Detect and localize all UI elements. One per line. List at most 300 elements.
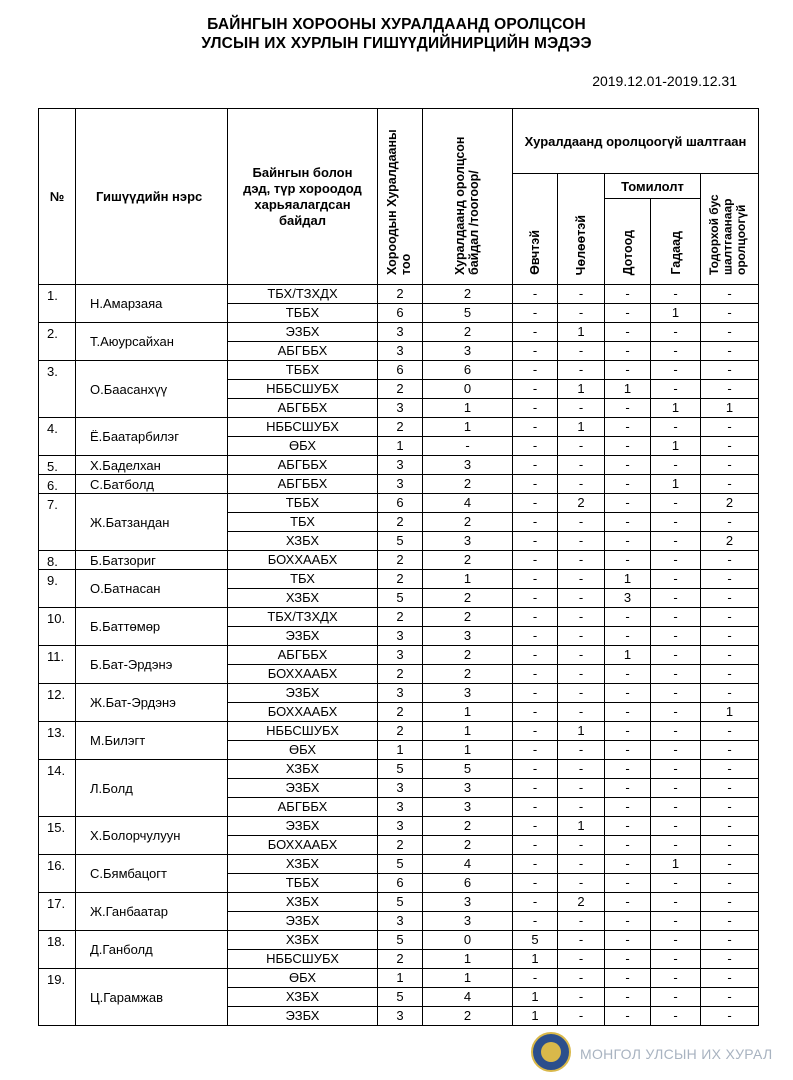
cell-leave: - bbox=[558, 912, 605, 931]
column-header-num: № bbox=[39, 109, 76, 285]
cell-unexcused: - bbox=[701, 456, 759, 475]
cell-unexcused: - bbox=[701, 722, 759, 741]
cell-attended: 1 bbox=[423, 950, 513, 969]
cell-unexcused: - bbox=[701, 342, 759, 361]
table-row bbox=[39, 969, 759, 988]
cell-sick: - bbox=[513, 760, 558, 779]
cell-attended: 2 bbox=[423, 513, 513, 532]
cell-unexcused: - bbox=[701, 665, 759, 684]
cell-leave: - bbox=[558, 304, 605, 323]
member-name: Ц.Гарамжав bbox=[76, 969, 228, 1026]
document-title-line2: УЛСЫН ИХ ХУРЛЫН ГИШҮҮДИЙНИРЦИЙН МЭДЭЭ bbox=[201, 35, 592, 52]
column-header-leave bbox=[558, 174, 605, 285]
cell-meetings: 5 bbox=[378, 855, 423, 874]
cell-domestic: - bbox=[605, 494, 651, 513]
cell-attended: 1 bbox=[423, 703, 513, 722]
cell-attended: 3 bbox=[423, 684, 513, 703]
member-name: Н.Амарзаяа bbox=[76, 285, 228, 323]
cell-committee: АБГББХ bbox=[228, 475, 378, 494]
attendance-table bbox=[38, 108, 759, 1026]
cell-attended: 6 bbox=[423, 361, 513, 380]
cell-leave: - bbox=[558, 646, 605, 665]
cell-attended: 4 bbox=[423, 494, 513, 513]
row-number: 11. bbox=[39, 646, 76, 684]
cell-meetings: 2 bbox=[378, 380, 423, 399]
cell-domestic: - bbox=[605, 361, 651, 380]
cell-leave: - bbox=[558, 627, 605, 646]
cell-unexcused: - bbox=[701, 570, 759, 589]
cell-meetings: 3 bbox=[378, 646, 423, 665]
row-number: 1. bbox=[39, 285, 76, 323]
cell-attended: 4 bbox=[423, 988, 513, 1007]
cell-attended: 4 bbox=[423, 855, 513, 874]
cell-abroad: - bbox=[651, 950, 701, 969]
row-number: 13. bbox=[39, 722, 76, 760]
cell-leave: - bbox=[558, 399, 605, 418]
row-number: 10. bbox=[39, 608, 76, 646]
cell-meetings: 2 bbox=[378, 665, 423, 684]
cell-domestic: - bbox=[605, 779, 651, 798]
cell-meetings: 6 bbox=[378, 304, 423, 323]
cell-domestic: - bbox=[605, 456, 651, 475]
cell-meetings: 5 bbox=[378, 988, 423, 1007]
cell-attended: 3 bbox=[423, 456, 513, 475]
cell-domestic: - bbox=[605, 323, 651, 342]
cell-sick: 1 bbox=[513, 1007, 558, 1026]
cell-sick: - bbox=[513, 817, 558, 836]
cell-unexcused: - bbox=[701, 646, 759, 665]
cell-committee: АБГББХ bbox=[228, 342, 378, 361]
cell-meetings: 2 bbox=[378, 950, 423, 969]
cell-meetings: 6 bbox=[378, 874, 423, 893]
cell-attended: 2 bbox=[423, 608, 513, 627]
cell-unexcused: - bbox=[701, 684, 759, 703]
cell-unexcused: - bbox=[701, 437, 759, 456]
cell-domestic: - bbox=[605, 855, 651, 874]
member-name: Ё.Баатарбилэг bbox=[76, 418, 228, 456]
cell-abroad: - bbox=[651, 760, 701, 779]
cell-attended: 3 bbox=[423, 532, 513, 551]
cell-committee: ХЗБХ bbox=[228, 855, 378, 874]
cell-sick: - bbox=[513, 969, 558, 988]
cell-domestic: 1 bbox=[605, 380, 651, 399]
cell-committee: БОХХААБХ bbox=[228, 665, 378, 684]
cell-meetings: 2 bbox=[378, 513, 423, 532]
cell-abroad: - bbox=[651, 836, 701, 855]
cell-committee: АБГББХ bbox=[228, 399, 378, 418]
cell-attended: 1 bbox=[423, 969, 513, 988]
cell-abroad: - bbox=[651, 608, 701, 627]
cell-abroad: 1 bbox=[651, 437, 701, 456]
cell-domestic: - bbox=[605, 1007, 651, 1026]
cell-leave: - bbox=[558, 551, 605, 570]
cell-attended: 0 bbox=[423, 931, 513, 950]
cell-meetings: 5 bbox=[378, 589, 423, 608]
cell-attended: 1 bbox=[423, 418, 513, 437]
cell-domestic: - bbox=[605, 551, 651, 570]
row-number: 7. bbox=[39, 494, 76, 551]
column-header-meetings-count-label: Хороодын Хуралдааны тоо bbox=[385, 129, 413, 275]
cell-unexcused: - bbox=[701, 760, 759, 779]
cell-committee: ЭЗБХ bbox=[228, 323, 378, 342]
member-name: О.Баасанхүү bbox=[76, 361, 228, 418]
cell-unexcused: - bbox=[701, 988, 759, 1007]
cell-leave: - bbox=[558, 285, 605, 304]
cell-unexcused: - bbox=[701, 969, 759, 988]
table-row bbox=[39, 456, 759, 475]
cell-meetings: 3 bbox=[378, 323, 423, 342]
cell-meetings: 2 bbox=[378, 285, 423, 304]
column-header-member: Гишүүдийн нэрс bbox=[76, 109, 228, 285]
cell-sick: 1 bbox=[513, 950, 558, 969]
cell-sick: - bbox=[513, 437, 558, 456]
cell-meetings: 3 bbox=[378, 817, 423, 836]
cell-leave: - bbox=[558, 760, 605, 779]
cell-leave: - bbox=[558, 950, 605, 969]
cell-abroad: - bbox=[651, 741, 701, 760]
cell-domestic: - bbox=[605, 969, 651, 988]
row-number: 4. bbox=[39, 418, 76, 456]
cell-committee: ТББХ bbox=[228, 361, 378, 380]
cell-leave: 1 bbox=[558, 380, 605, 399]
table-row bbox=[39, 418, 759, 437]
cell-meetings: 3 bbox=[378, 779, 423, 798]
cell-abroad: - bbox=[651, 532, 701, 551]
cell-abroad: - bbox=[651, 703, 701, 722]
cell-leave: - bbox=[558, 969, 605, 988]
cell-unexcused: 2 bbox=[701, 494, 759, 513]
attendance-table-body bbox=[39, 285, 759, 1026]
cell-domestic: 1 bbox=[605, 570, 651, 589]
cell-committee: ЭЗБХ bbox=[228, 817, 378, 836]
cell-sick: - bbox=[513, 418, 558, 437]
member-name: Б.Батзориг bbox=[76, 551, 228, 570]
cell-abroad: - bbox=[651, 494, 701, 513]
cell-sick: - bbox=[513, 684, 558, 703]
cell-abroad: - bbox=[651, 722, 701, 741]
cell-meetings: 5 bbox=[378, 893, 423, 912]
cell-meetings: 3 bbox=[378, 342, 423, 361]
row-number: 5. bbox=[39, 456, 76, 475]
cell-attended: 2 bbox=[423, 836, 513, 855]
cell-unexcused: - bbox=[701, 361, 759, 380]
cell-domestic: - bbox=[605, 741, 651, 760]
row-number: 8. bbox=[39, 551, 76, 570]
cell-sick: - bbox=[513, 722, 558, 741]
date-range: 2019.12.01-2019.12.31 bbox=[592, 73, 737, 89]
cell-meetings: 3 bbox=[378, 475, 423, 494]
cell-leave: 2 bbox=[558, 893, 605, 912]
cell-sick: - bbox=[513, 646, 558, 665]
table-row bbox=[39, 494, 759, 513]
column-header-committee bbox=[228, 109, 378, 285]
cell-leave: 1 bbox=[558, 817, 605, 836]
column-header-absence-reasons: Хуралдаанд оролцоогүй шалтгаан bbox=[513, 109, 759, 174]
cell-abroad: - bbox=[651, 798, 701, 817]
cell-attended: 2 bbox=[423, 475, 513, 494]
cell-attended: 6 bbox=[423, 874, 513, 893]
column-header-leave-label: Чөлөөтэй bbox=[574, 214, 588, 275]
column-header-domestic bbox=[605, 199, 651, 285]
cell-unexcused: - bbox=[701, 817, 759, 836]
cell-meetings: 2 bbox=[378, 836, 423, 855]
row-number: 15. bbox=[39, 817, 76, 855]
cell-domestic: - bbox=[605, 893, 651, 912]
cell-meetings: 3 bbox=[378, 912, 423, 931]
column-header-abroad-label: Гадаад bbox=[668, 231, 683, 275]
member-name: О.Батнасан bbox=[76, 570, 228, 608]
cell-leave: - bbox=[558, 532, 605, 551]
cell-unexcused: - bbox=[701, 475, 759, 494]
cell-committee: НББСШУБХ bbox=[228, 380, 378, 399]
row-number: 3. bbox=[39, 361, 76, 418]
member-name: С.Бямбацогт bbox=[76, 855, 228, 893]
cell-attended: 1 bbox=[423, 570, 513, 589]
cell-unexcused: - bbox=[701, 798, 759, 817]
cell-abroad: - bbox=[651, 893, 701, 912]
member-name: М.Билэгт bbox=[76, 722, 228, 760]
cell-committee: ХЗБХ bbox=[228, 893, 378, 912]
cell-sick: - bbox=[513, 380, 558, 399]
cell-meetings: 2 bbox=[378, 722, 423, 741]
cell-leave: - bbox=[558, 475, 605, 494]
cell-unexcused: - bbox=[701, 627, 759, 646]
cell-attended: 2 bbox=[423, 1007, 513, 1026]
cell-meetings: 1 bbox=[378, 741, 423, 760]
cell-unexcused: - bbox=[701, 1007, 759, 1026]
cell-leave: - bbox=[558, 741, 605, 760]
cell-domestic: - bbox=[605, 988, 651, 1007]
cell-unexcused: - bbox=[701, 912, 759, 931]
cell-meetings: 2 bbox=[378, 703, 423, 722]
cell-meetings: 3 bbox=[378, 1007, 423, 1026]
cell-committee: ТББХ bbox=[228, 494, 378, 513]
member-name: Б.Бат-Эрдэнэ bbox=[76, 646, 228, 684]
cell-leave: - bbox=[558, 608, 605, 627]
cell-domestic: - bbox=[605, 513, 651, 532]
cell-meetings: 5 bbox=[378, 931, 423, 950]
cell-sick: - bbox=[513, 798, 558, 817]
cell-abroad: - bbox=[651, 988, 701, 1007]
column-header-abroad bbox=[651, 199, 701, 285]
cell-committee: ХЗБХ bbox=[228, 589, 378, 608]
cell-abroad: 1 bbox=[651, 399, 701, 418]
cell-attended: 3 bbox=[423, 798, 513, 817]
cell-abroad: - bbox=[651, 323, 701, 342]
cell-committee: БОХХААБХ bbox=[228, 836, 378, 855]
row-number: 14. bbox=[39, 760, 76, 817]
table-row bbox=[39, 475, 759, 494]
column-header-assignment: Томилолт bbox=[605, 174, 701, 199]
cell-abroad: - bbox=[651, 551, 701, 570]
cell-unexcused: - bbox=[701, 551, 759, 570]
cell-unexcused: - bbox=[701, 304, 759, 323]
cell-abroad: - bbox=[651, 570, 701, 589]
column-header-committee-label: Байнгын болон дэд, түр хороодод харьяалагдсан байдал bbox=[243, 164, 362, 228]
cell-leave: - bbox=[558, 703, 605, 722]
cell-meetings: 5 bbox=[378, 760, 423, 779]
cell-committee: ТБХ bbox=[228, 513, 378, 532]
cell-meetings: 5 bbox=[378, 532, 423, 551]
cell-unexcused: - bbox=[701, 893, 759, 912]
cell-sick: 1 bbox=[513, 988, 558, 1007]
cell-unexcused: - bbox=[701, 836, 759, 855]
cell-attended: 5 bbox=[423, 304, 513, 323]
cell-committee: ЭЗБХ bbox=[228, 912, 378, 931]
cell-domestic: - bbox=[605, 817, 651, 836]
member-name: Ж.Батзандан bbox=[76, 494, 228, 551]
cell-committee: ТББХ bbox=[228, 304, 378, 323]
cell-committee: НББСШУБХ bbox=[228, 950, 378, 969]
cell-committee: ӨБХ bbox=[228, 741, 378, 760]
cell-leave: - bbox=[558, 988, 605, 1007]
cell-meetings: 3 bbox=[378, 627, 423, 646]
cell-attended: 1 bbox=[423, 741, 513, 760]
cell-abroad: - bbox=[651, 418, 701, 437]
cell-unexcused: - bbox=[701, 589, 759, 608]
cell-sick: - bbox=[513, 285, 558, 304]
cell-abroad: - bbox=[651, 646, 701, 665]
cell-sick: - bbox=[513, 874, 558, 893]
cell-sick: - bbox=[513, 494, 558, 513]
cell-leave: - bbox=[558, 361, 605, 380]
member-name: Х.Баделхан bbox=[76, 456, 228, 475]
cell-attended: 3 bbox=[423, 779, 513, 798]
cell-leave: - bbox=[558, 589, 605, 608]
cell-committee: ӨБХ bbox=[228, 437, 378, 456]
cell-sick: - bbox=[513, 627, 558, 646]
cell-meetings: 3 bbox=[378, 798, 423, 817]
cell-attended: 3 bbox=[423, 893, 513, 912]
table-row bbox=[39, 551, 759, 570]
cell-sick: 5 bbox=[513, 931, 558, 950]
cell-committee: НББСШУБХ bbox=[228, 418, 378, 437]
cell-meetings: 2 bbox=[378, 418, 423, 437]
cell-sick: - bbox=[513, 608, 558, 627]
cell-committee: ТББХ bbox=[228, 874, 378, 893]
cell-domestic: - bbox=[605, 760, 651, 779]
cell-abroad: - bbox=[651, 342, 701, 361]
cell-attended: 0 bbox=[423, 380, 513, 399]
cell-domestic: - bbox=[605, 304, 651, 323]
cell-unexcused: - bbox=[701, 513, 759, 532]
cell-domestic: - bbox=[605, 475, 651, 494]
cell-domestic: - bbox=[605, 532, 651, 551]
table-row bbox=[39, 931, 759, 950]
cell-leave: 1 bbox=[558, 323, 605, 342]
cell-unexcused: - bbox=[701, 874, 759, 893]
cell-committee: ӨБХ bbox=[228, 969, 378, 988]
cell-sick: - bbox=[513, 855, 558, 874]
cell-sick: - bbox=[513, 323, 558, 342]
member-name: Д.Ганболд bbox=[76, 931, 228, 969]
cell-abroad: - bbox=[651, 627, 701, 646]
cell-unexcused: - bbox=[701, 608, 759, 627]
cell-attended: 3 bbox=[423, 342, 513, 361]
member-name: Б.Баттөмөр bbox=[76, 608, 228, 646]
cell-committee: ХЗБХ bbox=[228, 988, 378, 1007]
cell-unexcused: 2 bbox=[701, 532, 759, 551]
cell-leave: - bbox=[558, 665, 605, 684]
table-row bbox=[39, 646, 759, 665]
cell-leave: - bbox=[558, 437, 605, 456]
cell-committee: ХЗБХ bbox=[228, 760, 378, 779]
cell-leave: - bbox=[558, 779, 605, 798]
cell-domestic: 3 bbox=[605, 589, 651, 608]
cell-committee: ЭЗБХ bbox=[228, 627, 378, 646]
cell-leave: - bbox=[558, 855, 605, 874]
cell-sick: - bbox=[513, 665, 558, 684]
table-row bbox=[39, 608, 759, 627]
watermark-text: МОНГОЛ УЛСЫН ИХ ХУРАЛ bbox=[580, 1046, 773, 1062]
cell-unexcused: - bbox=[701, 323, 759, 342]
cell-meetings: 3 bbox=[378, 399, 423, 418]
cell-unexcused: 1 bbox=[701, 399, 759, 418]
cell-attended: - bbox=[423, 437, 513, 456]
cell-domestic: - bbox=[605, 665, 651, 684]
cell-abroad: - bbox=[651, 1007, 701, 1026]
cell-unexcused: - bbox=[701, 418, 759, 437]
cell-leave: 1 bbox=[558, 722, 605, 741]
member-name: Х.Болорчулуун bbox=[76, 817, 228, 855]
cell-leave: - bbox=[558, 1007, 605, 1026]
cell-domestic: - bbox=[605, 399, 651, 418]
cell-attended: 2 bbox=[423, 817, 513, 836]
cell-attended: 2 bbox=[423, 646, 513, 665]
cell-domestic: - bbox=[605, 703, 651, 722]
member-name: Л.Болд bbox=[76, 760, 228, 817]
cell-meetings: 2 bbox=[378, 551, 423, 570]
cell-domestic: - bbox=[605, 836, 651, 855]
cell-unexcused: - bbox=[701, 931, 759, 950]
cell-sick: - bbox=[513, 532, 558, 551]
cell-committee: АБГББХ bbox=[228, 646, 378, 665]
cell-leave: - bbox=[558, 684, 605, 703]
column-header-unexcused-label: Тодорхой бус шалтгаанаар оролцоогүй bbox=[706, 194, 748, 275]
cell-unexcused: - bbox=[701, 380, 759, 399]
table-row bbox=[39, 722, 759, 741]
cell-committee: БОХХААБХ bbox=[228, 551, 378, 570]
cell-abroad: - bbox=[651, 665, 701, 684]
table-row bbox=[39, 817, 759, 836]
cell-domestic: - bbox=[605, 437, 651, 456]
cell-unexcused: - bbox=[701, 741, 759, 760]
column-header-sick bbox=[513, 174, 558, 285]
cell-committee: БОХХААБХ bbox=[228, 703, 378, 722]
cell-abroad: - bbox=[651, 684, 701, 703]
cell-committee: ЭЗБХ bbox=[228, 1007, 378, 1026]
document-title-line1: БАЙНГЫН ХОРООНЫ ХУРАЛДААНД ОРОЛЦСОН bbox=[207, 16, 586, 33]
row-number: 6. bbox=[39, 475, 76, 494]
cell-attended: 2 bbox=[423, 323, 513, 342]
cell-sick: - bbox=[513, 513, 558, 532]
table-row bbox=[39, 323, 759, 342]
member-name: Ж.Бат-Эрдэнэ bbox=[76, 684, 228, 722]
row-number: 2. bbox=[39, 323, 76, 361]
column-header-sick-label: Өвчтэй bbox=[528, 230, 542, 275]
cell-domestic: - bbox=[605, 342, 651, 361]
cell-domestic: - bbox=[605, 608, 651, 627]
cell-domestic: - bbox=[605, 874, 651, 893]
cell-abroad: - bbox=[651, 380, 701, 399]
cell-abroad: - bbox=[651, 285, 701, 304]
cell-attended: 1 bbox=[423, 722, 513, 741]
cell-abroad: - bbox=[651, 874, 701, 893]
cell-sick: - bbox=[513, 551, 558, 570]
cell-attended: 2 bbox=[423, 551, 513, 570]
cell-committee: АБГББХ bbox=[228, 798, 378, 817]
cell-abroad: 1 bbox=[651, 855, 701, 874]
